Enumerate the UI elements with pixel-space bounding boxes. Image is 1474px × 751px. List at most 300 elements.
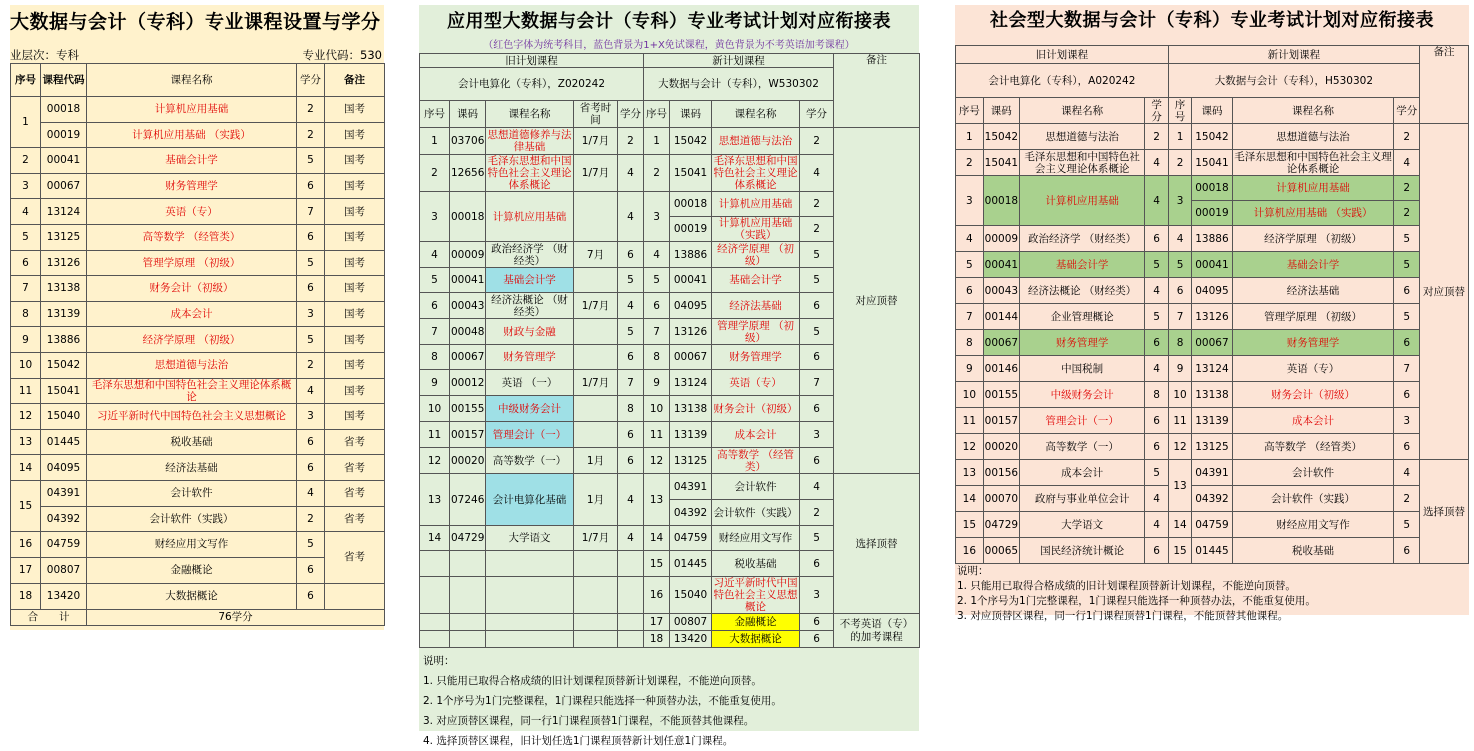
- empty-cell: [420, 631, 450, 648]
- old-credit: 6: [1145, 434, 1168, 460]
- table-row: [956, 252, 1469, 278]
- empty-cell: [450, 577, 486, 614]
- new-course-name: 税收基础: [1232, 538, 1394, 564]
- course-remark: 国考: [325, 404, 385, 430]
- course-name: 大数据概论: [87, 583, 297, 609]
- old-course-name: 管理会计（一）: [486, 422, 574, 448]
- remark-header: 备注: [1419, 46, 1468, 124]
- empty-cell: [420, 577, 450, 614]
- new-credit: 5: [1394, 304, 1420, 330]
- notes-title: 说明：: [957, 565, 989, 577]
- old-credit: 4: [1145, 150, 1168, 176]
- header-cell: 学分: [1145, 98, 1168, 124]
- new-code: 15042: [1192, 124, 1232, 150]
- table-row: [956, 356, 1469, 382]
- old-course-name: 毛泽东思想和中国特色社会主义理论体系概论: [1019, 150, 1145, 176]
- course-credit: 6: [297, 276, 325, 302]
- remark-direct: 对应顶替: [834, 128, 920, 474]
- old-credit: 6: [1145, 226, 1168, 252]
- course-remark: 国考: [325, 122, 385, 148]
- new-code: 00067: [1192, 330, 1232, 356]
- table-row: [420, 614, 920, 631]
- header-cell: 序号: [1168, 98, 1191, 124]
- course-name: 经济学原理 （初级）: [87, 327, 297, 353]
- old-credit: 6: [618, 345, 644, 370]
- new-code: 13139: [1192, 408, 1232, 434]
- old-exam-time: 1/7月: [574, 293, 618, 319]
- new-number: 8: [644, 345, 670, 370]
- new-code: 00019: [670, 217, 712, 242]
- new-credit: 7: [1394, 356, 1420, 382]
- remark-header: 备注: [834, 54, 920, 128]
- course-remark: 国考: [325, 327, 385, 353]
- course-credit: 3: [297, 404, 325, 430]
- new-credit: 4: [1394, 460, 1420, 486]
- old-number: 14: [956, 486, 984, 512]
- new-course-name: 经济法基础: [712, 293, 800, 319]
- table-row: [956, 226, 1469, 252]
- new-course-name: 高等数学 （经管类）: [1232, 434, 1394, 460]
- header-cell: 序号: [956, 98, 984, 124]
- new-credit: 7: [800, 370, 834, 396]
- new-code: 04759: [670, 526, 712, 551]
- header-cell: 学分: [297, 64, 325, 97]
- new-number: 11: [644, 422, 670, 448]
- new-credit: 2: [1394, 176, 1420, 201]
- course-setting-panel: [10, 5, 384, 630]
- row-number: 1: [11, 97, 41, 148]
- course-name: 财务会计（初级）: [87, 276, 297, 302]
- table-row: [11, 429, 385, 455]
- course-name: 管理学原理 （初级）: [87, 250, 297, 276]
- table-row: [11, 404, 385, 430]
- old-credit: 4: [1145, 486, 1168, 512]
- new-code: 01445: [1192, 538, 1232, 564]
- course-name: 基础会计学: [87, 148, 297, 174]
- new-course-name: 管理学原理 （初级）: [1232, 304, 1394, 330]
- row-number: 5: [11, 224, 41, 250]
- old-course-name: 思想道德与法治: [1019, 124, 1145, 150]
- empty-cell: [420, 614, 450, 631]
- old-course-name: 中国税制: [1019, 356, 1145, 382]
- old-code: 00020: [450, 448, 486, 474]
- new-number: 10: [644, 396, 670, 422]
- old-exam-time: [574, 396, 618, 422]
- social-mapping-table: [955, 45, 1469, 564]
- new-credit: 5: [1394, 512, 1420, 538]
- empty-cell: [618, 551, 644, 577]
- old-code: 04729: [983, 512, 1019, 538]
- old-course-name: 思想道德修养与法律基础: [487, 129, 572, 153]
- old-credit: 2: [1145, 124, 1168, 150]
- old-plan-header: 旧计划课程: [956, 46, 1169, 64]
- course-name: 财务管理学: [87, 173, 297, 199]
- old-number: 1: [420, 128, 450, 155]
- header-cell: 备注: [325, 64, 385, 97]
- panel2-title: 应用型大数据与会计（专科）专业考试计划对应衔接表: [447, 11, 891, 32]
- course-code: 15042: [41, 352, 87, 378]
- old-code: 12656: [450, 155, 486, 192]
- new-credit: 6: [800, 396, 834, 422]
- old-code: 00067: [450, 345, 486, 370]
- old-course-name: 计算机应用基础: [486, 192, 574, 242]
- new-course-name: 成本会计: [712, 422, 800, 448]
- course-code: 00807: [41, 557, 87, 583]
- new-course-name: 大数据概论: [712, 631, 800, 648]
- course-remark: 省考: [325, 429, 385, 455]
- new-credit: 4: [800, 474, 834, 500]
- old-credit: 7: [618, 370, 644, 396]
- header-cell: 课程名称: [87, 64, 297, 97]
- panel3-title: 社会型大数据与会计（专科）专业考试计划对应衔接表: [990, 10, 1434, 31]
- course-remark: 国考: [325, 352, 385, 378]
- empty-cell: [574, 577, 618, 614]
- course-code: 04391: [41, 480, 87, 506]
- table-row: [956, 382, 1469, 408]
- old-code: 00155: [983, 382, 1019, 408]
- new-credit: 6: [1394, 434, 1420, 460]
- new-course-name: 会计软件（实践）: [712, 500, 800, 526]
- old-exam-time: 1月: [574, 448, 618, 474]
- new-credit: 2: [800, 128, 834, 155]
- old-code: 00156: [983, 460, 1019, 486]
- header-cell: 学分: [800, 101, 834, 128]
- old-number: 8: [956, 330, 984, 356]
- old-number: 8: [420, 345, 450, 370]
- new-number: 2: [1168, 150, 1191, 176]
- course-remark: 省考: [325, 532, 385, 584]
- old-credit: 5: [1145, 460, 1168, 486]
- new-number: 13: [644, 474, 670, 526]
- table-row: [956, 304, 1469, 330]
- new-credit: 2: [1394, 124, 1420, 150]
- course-code: 04759: [41, 532, 87, 558]
- old-course-name: 毛泽东思想和中国特色社会主义理论体系概论: [487, 155, 572, 191]
- new-credit: 6: [800, 614, 834, 631]
- table-row: [11, 199, 385, 225]
- new-credit: 2: [1394, 201, 1420, 226]
- new-code: 13138: [670, 396, 712, 422]
- new-number: 12: [1168, 434, 1191, 460]
- course-credit: 2: [297, 97, 325, 123]
- course-code: 13126: [41, 250, 87, 276]
- row-number: 8: [11, 301, 41, 327]
- new-code: 04391: [1192, 460, 1232, 486]
- old-course-name: 会计电算化基础: [486, 474, 574, 526]
- course-code: 13420: [41, 583, 87, 609]
- old-code: 15042: [983, 124, 1019, 150]
- note-line: 1. 只能用已取得合格成绩的旧计划课程顶替新计划课程，不能逆向顶替。: [957, 580, 1296, 592]
- new-number: 17: [644, 614, 670, 631]
- old-course-name: 财务管理学: [1019, 330, 1145, 356]
- old-code: 00146: [983, 356, 1019, 382]
- table-row: [11, 455, 385, 481]
- course-code: 13139: [41, 301, 87, 327]
- old-exam-time: [574, 319, 618, 345]
- new-number: 11: [1168, 408, 1191, 434]
- panel1-title: 大数据与会计（专科）专业课程设置与学分: [10, 11, 381, 33]
- header-cell: 序号: [644, 101, 670, 128]
- new-code: 15041: [670, 155, 712, 192]
- new-number: 3: [1168, 176, 1191, 226]
- old-code: 00067: [983, 330, 1019, 356]
- course-code: 13124: [41, 199, 87, 225]
- course-remark: 国考: [325, 276, 385, 302]
- new-credit: 6: [800, 551, 834, 577]
- course-remark: 国考: [325, 224, 385, 250]
- course-credit: 2: [297, 352, 325, 378]
- old-credit: 6: [1145, 408, 1168, 434]
- new-credit: 5: [1394, 252, 1420, 278]
- new-plan-header: 新计划课程: [1168, 46, 1419, 64]
- new-course-name: 管理学原理 （初级）: [712, 319, 800, 345]
- course-credit: 5: [297, 148, 325, 174]
- new-code: 00067: [670, 345, 712, 370]
- new-course-name: 计算机应用基础: [1232, 176, 1394, 201]
- header-cell: 课程名称: [486, 101, 574, 128]
- table-row: [420, 128, 920, 155]
- old-code: 00043: [450, 293, 486, 319]
- new-credit: 5: [1394, 226, 1420, 252]
- table-header-row: [11, 64, 385, 97]
- course-credit: 6: [297, 429, 325, 455]
- course-name: 财经应用文写作: [87, 532, 297, 558]
- new-code: 00807: [670, 614, 712, 631]
- new-number: 1: [1168, 124, 1191, 150]
- new-code: 04391: [670, 474, 712, 500]
- empty-cell: [450, 631, 486, 648]
- course-credit: 6: [297, 455, 325, 481]
- new-credit: 6: [800, 448, 834, 474]
- new-code: 01445: [670, 551, 712, 577]
- table-row: [11, 276, 385, 302]
- old-number: 16: [956, 538, 984, 564]
- course-name: 思想道德与法治: [87, 352, 297, 378]
- old-number: 13: [956, 460, 984, 486]
- old-number: 2: [956, 150, 984, 176]
- old-course-name: 计算机应用基础: [1019, 176, 1145, 226]
- new-code: 04095: [670, 293, 712, 319]
- table-row: [956, 176, 1469, 201]
- empty-cell: [618, 614, 644, 631]
- old-code: 15041: [983, 150, 1019, 176]
- row-number: 10: [11, 352, 41, 378]
- new-credit: 4: [800, 155, 834, 192]
- new-code: 00041: [1192, 252, 1232, 278]
- new-code: 13124: [1192, 356, 1232, 382]
- table-row: [11, 327, 385, 353]
- new-course-name: 高等数学 （经管类）: [712, 448, 800, 474]
- table-row: [420, 474, 920, 500]
- new-course-name: 毛泽东思想和中国特色社会主义理论体系概论: [1232, 150, 1394, 176]
- course-code: 00041: [41, 148, 87, 174]
- new-number: 6: [1168, 278, 1191, 304]
- old-number: 3: [956, 176, 984, 226]
- course-code: 01445: [41, 429, 87, 455]
- old-code: 00018: [450, 192, 486, 242]
- header-cell: 序号: [420, 101, 450, 128]
- new-code: 04095: [1192, 278, 1232, 304]
- panel2-subtitle: （红色字体为统考科目，蓝色背景为1+X免试课程，黄色背景为不考英语加考课程）: [483, 40, 855, 51]
- table-row: [11, 122, 385, 148]
- old-exam-time: [574, 192, 618, 242]
- old-number: 7: [420, 319, 450, 345]
- course-code: 13125: [41, 224, 87, 250]
- header-cell: 学分: [618, 101, 644, 128]
- old-credit: 8: [618, 396, 644, 422]
- new-course-name: 会计软件: [1232, 460, 1394, 486]
- row-number: 2: [11, 148, 41, 174]
- note-line: 3. 对应顶替区课程，同一行1门课程顶替1门课程，不能顶替其他课程。: [957, 610, 1289, 622]
- old-course-name: 管理会计（一）: [1019, 408, 1145, 434]
- old-credit: 8: [1145, 382, 1168, 408]
- new-credit: 3: [800, 422, 834, 448]
- course-code: 04095: [41, 455, 87, 481]
- old-exam-time: [574, 345, 618, 370]
- old-course-name: 大学语文: [486, 526, 574, 551]
- row-number: 14: [11, 455, 41, 481]
- old-number: 13: [420, 474, 450, 526]
- old-number: 14: [420, 526, 450, 551]
- new-code: 13124: [670, 370, 712, 396]
- old-code: 07246: [450, 474, 486, 526]
- table-row: [11, 224, 385, 250]
- old-course-name: 英语 （一）: [486, 370, 574, 396]
- course-credit: 2: [297, 506, 325, 532]
- new-code: 13139: [670, 422, 712, 448]
- course-remark: 国考: [325, 378, 385, 404]
- new-course-name: 成本会计: [1232, 408, 1394, 434]
- old-exam-time: [574, 268, 618, 293]
- new-code: 00019: [1192, 201, 1232, 226]
- new-course-name: 毛泽东思想和中国特色社会主义理论体系概论: [713, 155, 798, 191]
- empty-cell: [574, 631, 618, 648]
- new-credit: 6: [1394, 278, 1420, 304]
- new-number: 2: [644, 155, 670, 192]
- total-value: 76学分: [87, 609, 385, 625]
- new-credit: 3: [1394, 408, 1420, 434]
- old-code: 00009: [450, 242, 486, 268]
- new-code: 00018: [1192, 176, 1232, 201]
- empty-cell: [618, 631, 644, 648]
- new-code: 13125: [1192, 434, 1232, 460]
- table-row: [11, 250, 385, 276]
- new-number: 15: [1168, 538, 1191, 564]
- new-credit: 3: [800, 577, 834, 614]
- empty-cell: [618, 577, 644, 614]
- table-row: [11, 378, 385, 404]
- old-credit: 4: [1145, 176, 1168, 226]
- new-course-name: 计算机应用基础（实践）: [712, 217, 800, 242]
- header-cell: 课码: [1192, 98, 1232, 124]
- new-number: 1: [644, 128, 670, 155]
- old-credit: 4: [618, 155, 644, 192]
- new-credit: 6: [1394, 330, 1420, 356]
- old-major: 会计电算化（专科），Z020242: [420, 68, 644, 101]
- row-number: 18: [11, 583, 41, 609]
- header-cell: 学分: [1394, 98, 1420, 124]
- course-credit: 5: [297, 250, 325, 276]
- course-name: 成本会计: [87, 301, 297, 327]
- table-row: [956, 150, 1469, 176]
- new-number: 16: [644, 577, 670, 614]
- new-credit: 5: [800, 319, 834, 345]
- course-remark: 省考: [325, 506, 385, 532]
- old-code: 00018: [983, 176, 1019, 226]
- row-number: 3: [11, 173, 41, 199]
- old-exam-time: 7月: [574, 242, 618, 268]
- new-plan-header: 新计划课程: [644, 54, 834, 68]
- new-code: 13420: [670, 631, 712, 648]
- course-credit: 5: [297, 327, 325, 353]
- applied-mapping-table: [419, 53, 920, 648]
- course-remark: 国考: [325, 148, 385, 174]
- course-remark: 国考: [325, 301, 385, 327]
- course-credit: 2: [297, 122, 325, 148]
- new-course-name: 思想道德与法治: [1232, 124, 1394, 150]
- course-name: 计算机应用基础 （实践）: [87, 122, 297, 148]
- course-name: 会计软件（实践）: [87, 506, 297, 532]
- new-credit: 6: [800, 293, 834, 319]
- old-code: 00065: [983, 538, 1019, 564]
- applied-mapping-panel: [419, 5, 919, 747]
- new-number: 18: [644, 631, 670, 648]
- old-code: 00041: [450, 268, 486, 293]
- new-credit: 2: [800, 500, 834, 526]
- old-number: 1: [956, 124, 984, 150]
- old-credit: 6: [1145, 538, 1168, 564]
- empty-cell: [574, 551, 618, 577]
- new-number: 14: [644, 526, 670, 551]
- new-number: 4: [1168, 226, 1191, 252]
- old-credit: 6: [1145, 330, 1168, 356]
- course-name: 税收基础: [87, 429, 297, 455]
- new-number: 9: [644, 370, 670, 396]
- course-credit: 6: [297, 557, 325, 583]
- old-course-name: 中级财务会计: [486, 396, 574, 422]
- new-course-name: 基础会计学: [1232, 252, 1394, 278]
- table-row: [956, 408, 1469, 434]
- course-name: 经济法基础: [87, 455, 297, 481]
- old-credit: 5: [618, 319, 644, 345]
- new-credit: 2: [1394, 486, 1420, 512]
- row-number: 12: [11, 404, 41, 430]
- table-header-row: [956, 98, 1469, 124]
- course-remark: [325, 583, 385, 609]
- old-code: 00144: [983, 304, 1019, 330]
- course-remark: 国考: [325, 173, 385, 199]
- old-number: 6: [956, 278, 984, 304]
- new-number: 13: [1168, 460, 1191, 512]
- header-cell: 课程名称: [1019, 98, 1145, 124]
- old-course-name: 中级财务会计: [1019, 382, 1145, 408]
- empty-cell: [420, 551, 450, 577]
- old-credit: 4: [1145, 278, 1168, 304]
- old-exam-time: 1月: [574, 474, 618, 526]
- row-number: 13: [11, 429, 41, 455]
- old-course-name: 高等数学（一）: [1019, 434, 1145, 460]
- row-number: 16: [11, 532, 41, 558]
- new-credit: 6: [800, 631, 834, 648]
- old-course-name: 经济法概论 （财经类）: [1019, 278, 1145, 304]
- old-code: 00041: [983, 252, 1019, 278]
- old-exam-time: 1/7月: [574, 128, 618, 155]
- empty-cell: [486, 614, 574, 631]
- new-credit: 2: [800, 217, 834, 242]
- old-number: 7: [956, 304, 984, 330]
- new-credit: 6: [1394, 538, 1420, 564]
- old-credit: 4: [618, 474, 644, 526]
